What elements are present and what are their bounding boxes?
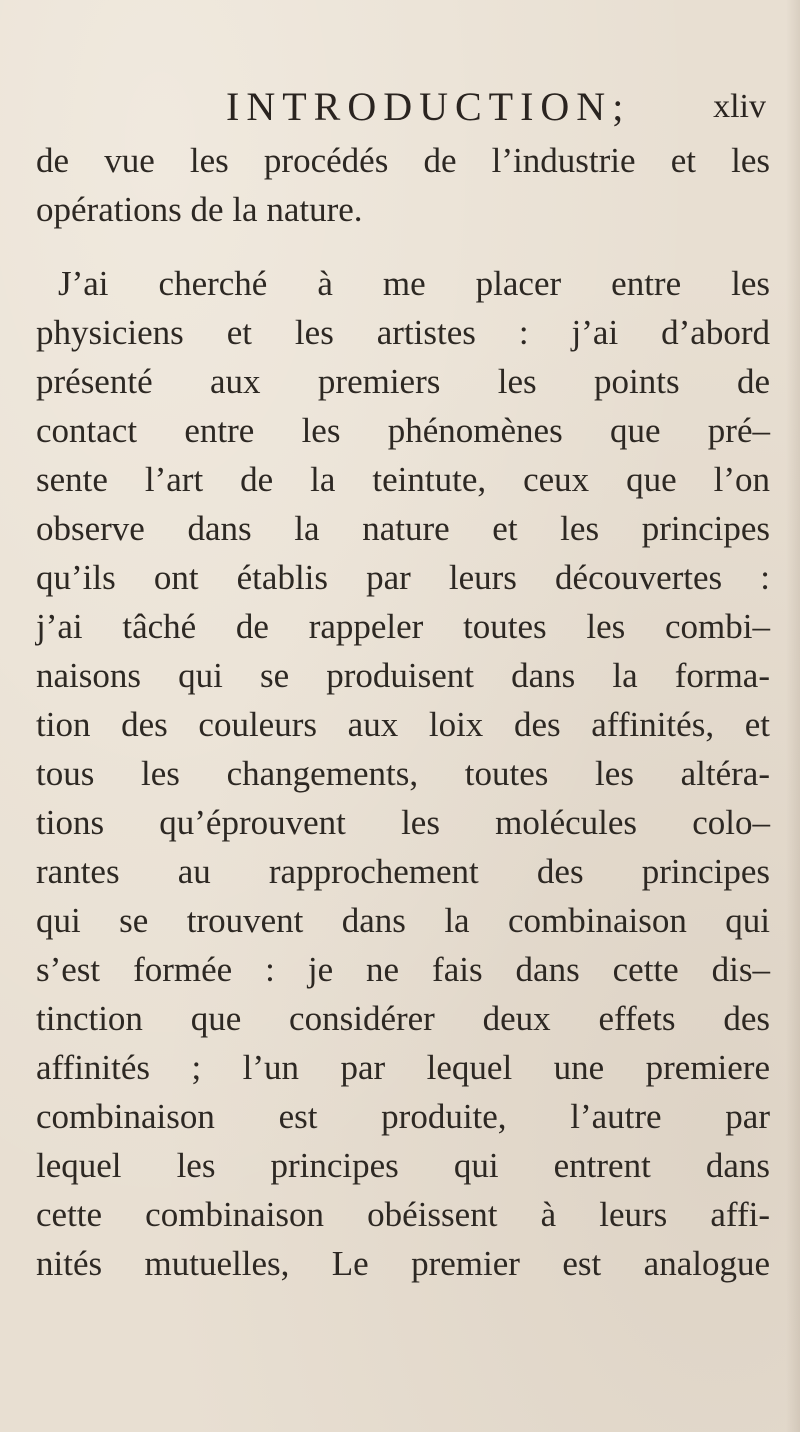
text-line: combinaison est produite, l’autre par (36, 1097, 770, 1136)
text-line: naisons qui se produisent dans la forma- (36, 656, 770, 695)
text-line: contact entre les phénomènes que pré– (36, 411, 770, 450)
text-line: tous les changements, toutes les altéra- (36, 754, 770, 793)
text-line: cette combinaison obéissent à leurs affi- (36, 1195, 770, 1234)
text-line: opérations de la nature. (36, 190, 363, 229)
text-line: s’est formée : je ne fais dans cette dis– (36, 950, 770, 989)
text-line: sente l’art de la teintute, ceux que l’on (36, 460, 770, 499)
text-line: observe dans la nature et les principes (36, 509, 770, 548)
paragraph-2 (36, 259, 770, 1288)
text-line: tions qu’éprouvent les molécules colo– (36, 803, 770, 842)
text-line: lequel les principes qui entrent dans (36, 1146, 770, 1185)
text-line: j’ai tâché de rappeler toutes les combi– (36, 607, 770, 646)
text-line: de vue les procédés de l’industrie et les (36, 141, 770, 180)
text-line: physiciens et les artistes : j’ai d’abord (36, 313, 770, 352)
text-line: affinités ; l’un par lequel une premiere (36, 1048, 770, 1087)
paragraph-gap (36, 234, 770, 259)
text-line: nités mutuelles, Le premier est analogue (36, 1244, 770, 1283)
page-number: xliv (713, 88, 766, 125)
text-line: présenté aux premiers les points de (36, 362, 770, 401)
text-line: J’ai cherché à me placer entre les (58, 264, 770, 303)
text-line: tinction que considérer deux effets des (36, 999, 770, 1038)
paragraph-1 (36, 136, 770, 234)
body-text (36, 136, 770, 1288)
text-line: tion des couleurs aux loix des affinités, et (36, 705, 770, 744)
page-edge-shadow (786, 0, 800, 1432)
text-line: rantes au rapprochement des principes (36, 852, 770, 891)
running-title: INTRODUCTION; (226, 84, 631, 129)
text-line: qui se trouvent dans la combinaison qui (36, 901, 770, 940)
text-line: qu’ils ont établis par leurs découvertes : (36, 558, 770, 597)
page-header (226, 82, 766, 132)
